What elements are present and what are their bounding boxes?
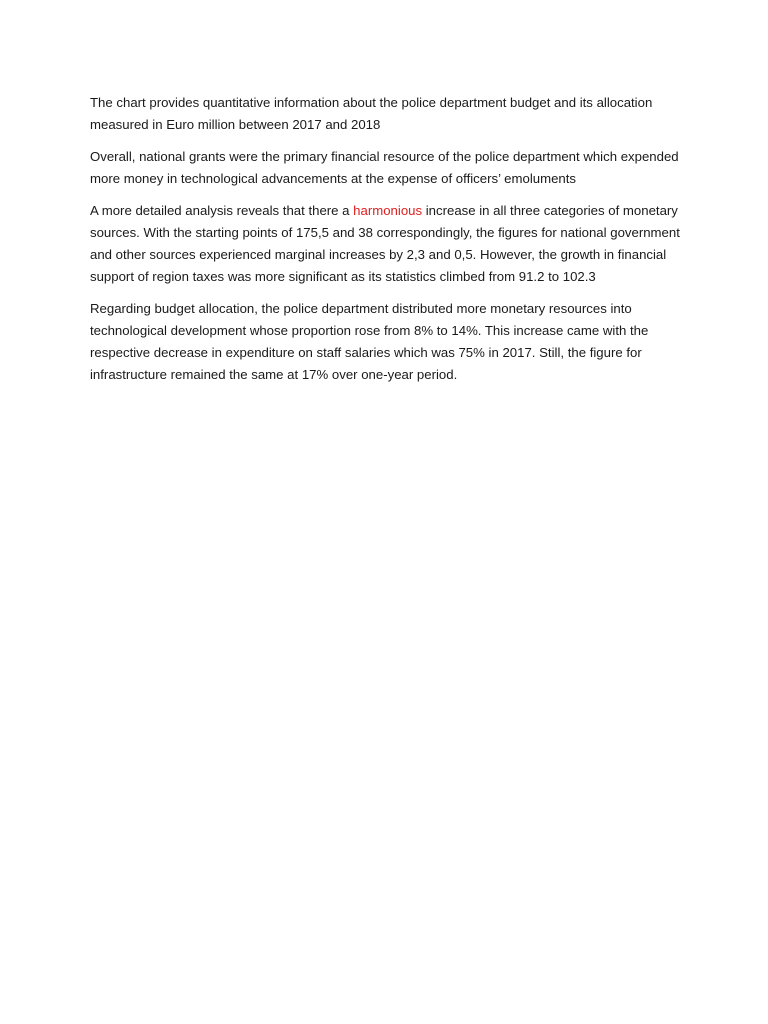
document-body [90,92,682,396]
paragraph-detailed-analysis-end: increase in all three categories of monetary sources. With the starting points of 175,5 and 38 correspondingly, the figures for national government and other sources experienced marginal increases by 2,3 and 0,5. However, the growth in financial support of region taxes was more significant as its statistics climbed from 91.2 to 102.3 [90,203,680,284]
paragraph-budget-allocation: Regarding budget allocation, the police department distributed more monetary resources into technological development whose proportion rose from 8% to 14%. This increase came with the respective decrease in expenditure on staff salaries which was 75% in 2017. Still, the figure for infrastructure remained the same at 17% over one-year period. [90,301,649,382]
paragraph-intro: The chart provides quantitative information about the police department budget and its allocation measured in Euro million between 2017 and 2018 [90,95,653,132]
highlighted-word: harmonious [353,203,423,219]
paragraph-detailed-analysis [90,200,682,287]
paragraph-overview: Overall, national grants were the primary financial resource of the police department which expended more money in technological advancements at the expense of officers’ emoluments [90,149,679,186]
paragraph-detailed-analysis-start: A more detailed analysis reveals that there a [90,203,354,219]
